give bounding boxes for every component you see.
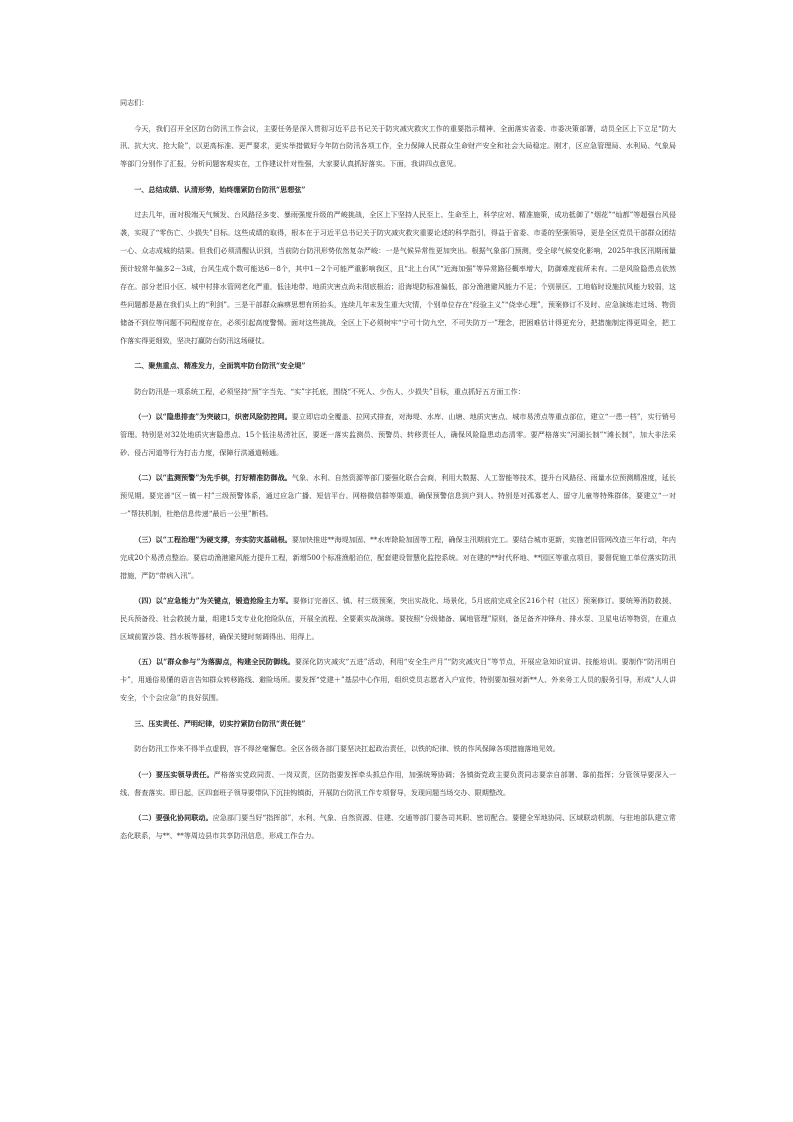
section-3-item-1	[120, 766, 676, 802]
paragraph-lead: （一）要压实领导责任。	[134, 769, 214, 779]
paragraph-text: 要修订完善区、镇、村三级预案，突出实战化、场景化，5月底前完成全区216个村（社区）预案修订。要统筹消防救援、民兵预备役、社会救援力量，组建15支专业化抢险队伍，开展全流程、全要素实战演练。要按照“分级储备、属地管理”原则，备足备齐冲锋舟、排水泵、卫星电话等物资，在重点区域前置沙袋、挡水板等器材，确保关键时刻调得出、用得上。	[120, 596, 676, 641]
section-2-item-5	[120, 653, 676, 707]
paragraph-lead: （二）要强化协同联动。	[134, 813, 213, 823]
paragraph-lead: （三）以“工程治理”为硬支撑，夯实防灾基础根。	[134, 534, 292, 544]
section-3-item-2	[120, 809, 676, 845]
speech-document	[120, 94, 676, 853]
section-3-paragraph-intro	[120, 740, 676, 758]
section-2-item-3	[120, 531, 676, 585]
section-2-heading: 二、聚焦重点、精准发力，全面筑牢防台防汛“安全堤”	[134, 361, 306, 371]
paragraph-text: 要加快推进**海堤加固、**水库除险加固等工程，确保主汛期前完工。要结合城市更新，实施老旧管网改造三年行动，年内完成20个易涝点整治。要启动渔港避风能力提升工程，新增500个标准渔船泊位，配套建设智慧化监控系统。对在建的**时代杯地、**园区等重点项目，要督促施工单位落实防汛措施，严防“带病入汛”。	[120, 534, 676, 580]
paragraph-lead: （四）以“应急能力”为关键点，锻造抢险主力军。	[134, 596, 293, 606]
paragraph-text: 严格落实党政同责、一岗双责，区防指要发挥牵头抓总作用，加强统筹协调；各镇街党政主要负责同志要亲自部署、靠前指挥；分管领导要深入一线、督查落实。即日起，区四套班子领导要带队下沉挂钩镇街，开展防台防汛工作专项督导，发现问题当场交办、限期整改。	[120, 769, 676, 797]
intro-paragraph: 今天，我们召开全区防台防汛工作会议，主要任务是深入贯彻习近平总书记关于防灾减灾救灾工作的重要指示精神，全面落实省委、市委决策部署，动员全区上下立足“防大汛、抗大灾、抢大险”，以更高标准、更严要求，更实举措做好今年防台防汛各项工作，全力保障人民群众生命财产安全和社会大局稳定。刚才，区应急管理局、水利局、气象局等部门分别作了汇报，分析问题客观实在，工作建议针对性强，大家要认真抓好落实。下面，我讲四点意见。	[120, 123, 676, 169]
paragraph-text: 防台防汛是一项系统工程，必须坚持“预”字当先、“实”字托底，围绕“不死人、少伤人、少损失”目标，重点抓好五方面工作：	[134, 386, 525, 396]
section-1-paragraph: 过去几年，面对极端天气频发、台风路径多变、暴雨强度升级的严峻挑战，全区上下坚持人民至上、生命至上，科学应对、精准施策，成功抵御了“烟花”“灿都”等超强台风侵袭，实现了“零伤亡、少损失”目标。这些成绩的取得，根本在于习近平总书记关于防灾减灾救灾重要论述的科学指引，得益于省委、市委的坚强领导，更是全区党员干部群众团结一心、众志成城的结果。但我们必须清醒认识到，当前防台防汛形势依然复杂严峻：一是气候异常性更加突出。根据气象部门预测，受全球气候变化影响，2025年我区汛期雨量预计较常年偏多2－3成，台风生成个数可能达6－8个，其中1－2个可能严重影响我区，且“北上台风”“近海加强”等异常路径概率增大，防御难度前所未有。二是风险隐患点依然存在。部分老旧小区、城中村排水管网老化严重，低洼地带、地质灾害点尚未彻底根治；沿海堤防标准偏低，部分渔港避风能力不足；个别景区、工地临时设施抗风能力较弱，这些问题都是悬在我们头上的“利剑”。三是干部群众麻痹思想有所抬头，连续几年未发生重大灾情，个别单位存在“经验主义”“侥幸心理”，预案修订不及时、应急演练走过场、物资储备不到位等问题不同程度存在，必须引起高度警惕。面对这些挑战，全区上下必须树牢“宁可十防九空，不可失防万一”理念，把困难估计得更充分，把措施制定得更周全，把工作落实得更细致，坚决打赢防台防汛这场硬仗。	[120, 210, 676, 345]
section-1-heading: 一、总结成绩、认清形势，始终绷紧防台防汛“思想弦”	[134, 184, 306, 194]
paragraph-lead: （五）以“群众参与”为落脚点，构建全民防御线。	[134, 657, 295, 667]
section-2-paragraph-intro	[120, 383, 676, 401]
salutation: 同志们：	[120, 98, 149, 107]
section-2-item-4	[120, 592, 676, 646]
paragraph-text: 防台防汛工作来不得半点虚假，容不得丝毫懈怠。全区各级各部门要坚决扛起政治责任，以铁的纪律、铁的作风保障各项措施落地见效。	[134, 744, 560, 754]
paragraph-text: 要深化防灾减灾“五进”活动，利用“安全生产月”“防灾减灾日”等节点，开展应急知识宣讲、技能培训。要制作“防汛明白卡”，用通俗易懂的语言告知群众转移路线、避险场所。要发挥“党建＋”基层中心作用，组织党员志愿者入户宣传，特别要加强对新**人、外来务工人员的服务引导，形成“人人讲安全，个个会应急”的良好氛围。	[120, 657, 676, 703]
paragraph-text: 应急部门要当好“指挥部”，水利、气象、自然资源、住建、交通等部门要各司其职、密切配合。要健全军地协同、区域联动机制，与驻地部队建立常态化联系，与**、**等周边县市共享防汛信息，形成工作合力。	[120, 813, 677, 841]
section-2-item-2	[120, 469, 676, 523]
paragraph-text: 气象、水利、自然资源等部门要强化联合会商，利用大数据、人工智能等技术，提升台风路径、雨量水位预测精准度，延长预见期。要完善“区－镇－村”三级预警体系，通过应急广播、短信平台、网格微信群等渠道，确保预警信息到户到人。特别是对孤寡老人、留守儿童等特殊群体，要建立“一对一”帮扶机制，杜绝信息传递“最后一公里”断档。	[120, 473, 676, 519]
paragraph-lead: （二）以“监测预警”为先手棋，打好精准防御战。	[134, 473, 292, 483]
section-3-heading: 三、压实责任、严明纪律，切实拧紧防台防汛“责任链”	[134, 718, 306, 728]
section-2-item-1	[120, 408, 676, 462]
paragraph-text: 要立即启动全覆盖、拉网式排查，对海堤、水库、山塘、地质灾害点、城市易涝点等重点部位，建立“一患一档”，实行销号管理。特别是对32处地质灾害隐患点、15个低洼易涝社区，要逐一落实监测员、预警员、转移责任人，确保风险隐患动态清零。要严格落实“河湖长制”“滩长制”，加大非法采砂、侵占河道等行为打击力度，保障行洪通道畅通。	[120, 412, 676, 457]
paragraph-lead: （一）以“隐患排查”为突破口，织密风险防控网。	[134, 412, 292, 422]
